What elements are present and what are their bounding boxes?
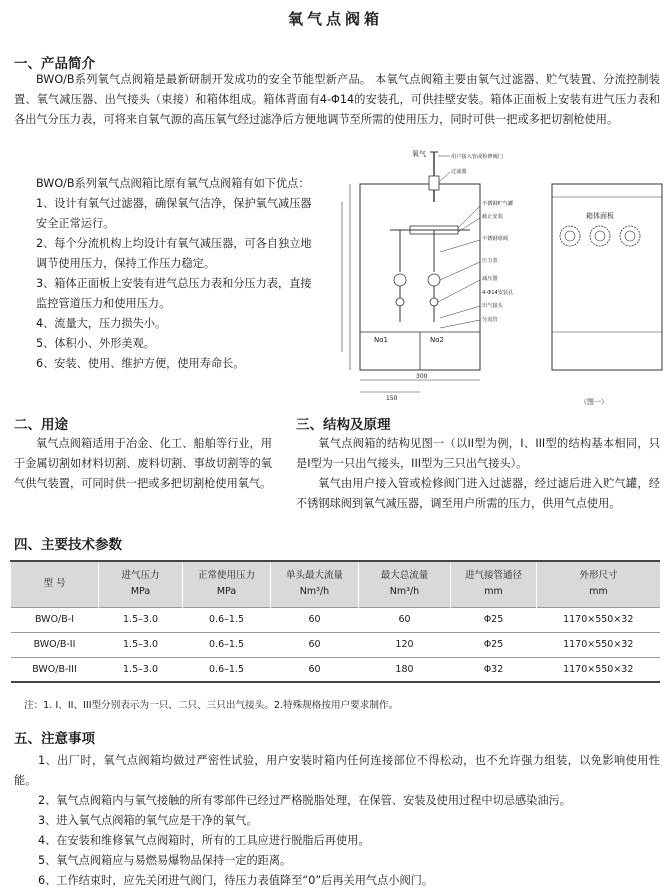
advantage-item: 6、安装、使用、维护方便，使用寿命长。 (36, 357, 245, 370)
outlet-label: No2 (430, 336, 444, 344)
section-heading-notes: 五、注意事项 (14, 731, 95, 747)
advantages-intro (14, 174, 318, 194)
advantages-intro-text: BWO/B系列氧气点阀箱比原有氧气点阀箱有如下优点： (36, 177, 310, 190)
dimension-label: 300 (416, 373, 428, 380)
gauge-icon (590, 226, 610, 246)
callout-label: 过滤器 (451, 169, 467, 175)
spec-note: 注：1. I、II、III型分别表示为一只、二只、三只出气接头。2.特殊规格按用户要求制作。 (24, 700, 399, 711)
pressure-gauge-icon (394, 274, 406, 286)
section-heading-specs: 四、主要技术参数 (14, 537, 122, 553)
note-item: 2、氧气点阀箱内与氧气接触的所有零部件已经过严格脱脂处理，在保管、安装及使用过程中切忌感染油污。 (38, 794, 571, 807)
callout-label: 不锈钢贮气罐 (482, 201, 514, 207)
filter-symbol (429, 176, 439, 190)
dimension-label: 150 (386, 395, 398, 402)
advantage-item: 4、流量大，压力损失小。 (36, 317, 167, 330)
spec-header-cell: 进气压力 MPa (99, 561, 183, 607)
callout-label: 4-Φ14安装孔 (482, 290, 514, 296)
note-item: 1、出厂时，氧气点阀箱均做过严密性试验，用户安装时箱内任何连接部位不得松动，也不允许强力组装，以免影响使用性能。 (14, 754, 660, 787)
oxygen-inlet-label: 氧气 (412, 150, 426, 158)
table-row (11, 632, 661, 657)
note-item: 6、工作结束时，应先关闭进气阀门，待压力表值降至“0”后再关用气点小阀门。 (38, 874, 434, 887)
table-row (11, 607, 661, 632)
usage-text: 氧气点阀箱适用于冶金、化工、船舶等行业，用于金属切割如材料切割、废料切割、事故切割等的氧气供气装置，可同时供一把或多把切割枪使用氧气。 (14, 437, 272, 490)
callout-label: 用户接入管或检修阀门 (451, 154, 503, 160)
regulator-icon (430, 298, 438, 306)
table-cell: BWO/B-III (11, 657, 99, 682)
table-cell: 1170×550×32 (537, 657, 661, 682)
table-cell: 1.5–3.0 (99, 657, 183, 682)
regulator-icon (396, 298, 404, 306)
figure-caption: （图一） (580, 398, 608, 406)
note-item: 4、在安装和维修氧气点阀箱时，所有的工具应进行脱脂后再使用。 (38, 834, 370, 847)
gauge-icon (620, 226, 640, 246)
section-heading-intro: 一、产品简介 (14, 56, 95, 72)
advantage-item: 5、体积小、外形美观。 (36, 337, 155, 350)
table-cell: Φ25 (451, 632, 537, 657)
usage-paragraph (14, 434, 272, 494)
table-cell: 0.6–1.5 (183, 657, 271, 682)
table-cell: BWO/B-II (11, 632, 99, 657)
table-cell: BWO/B-I (11, 607, 99, 632)
spec-table (10, 560, 660, 683)
spec-header-cell: 进气接管通径 mm (451, 561, 537, 607)
table-cell: 120 (359, 632, 451, 657)
page-title: 氧气点阀箱 (287, 10, 383, 28)
structure-paragraph-1: 氧气点阀箱的结构见图一（以II型为例，I、III型的结构基本相同，只是I型为一只出气接头，III型为三只出气接头）。 (296, 437, 660, 470)
table-cell: Φ25 (451, 607, 537, 632)
notes-list (14, 751, 660, 891)
section-heading-structure: 三、结构及原理 (296, 417, 391, 433)
panel-title: 箱体面板 (586, 212, 614, 220)
note-item: 5、氧气点阀箱应与易燃易爆物品保持一定的距离。 (38, 854, 292, 867)
table-cell: 60 (359, 607, 451, 632)
spec-header-cell: 单头最大流量 Nm³/h (271, 561, 359, 607)
table-cell: 1.5–3.0 (99, 607, 183, 632)
table-cell: 0.6–1.5 (183, 632, 271, 657)
table-cell: 1170×550×32 (537, 607, 661, 632)
table-cell: 0.6–1.5 (183, 607, 271, 632)
callout-label: 分流管 (482, 317, 498, 323)
table-cell: 1170×550×32 (537, 632, 661, 657)
structure-paragraph-2: 氧气由用户接入管或检修阀门进入过滤器，经过滤后进入贮气罐，经不锈钢球阀到氧气减压器，调至用户所需的压力，供用气点使用。 (296, 477, 660, 510)
product-intro-paragraph (14, 70, 660, 130)
advantage-item: 1、设计有氧气过滤器，确保氧气洁净，保护氧气减压器安全正常运行。 (36, 197, 312, 230)
structure-paragraphs (296, 434, 660, 514)
note-item: 3、进入氧气点阀箱的氧气应是干净的氧气。 (38, 814, 258, 827)
spec-header-cell: 型 号 (11, 561, 99, 607)
table-cell: 180 (359, 657, 451, 682)
advantage-item: 3、箱体正面板上安装有进气总压力表和分压力表，直接监控管道压力和使用压力。 (36, 277, 312, 310)
spec-table-header-row (11, 561, 661, 607)
table-cell: Φ32 (451, 657, 537, 682)
table-cell: 60 (271, 657, 359, 682)
panel-gauges (560, 226, 640, 246)
callout-label: 减压器 (482, 276, 498, 282)
gauge-icon (560, 226, 580, 246)
spec-header-cell: 外形尺寸 mm (537, 561, 661, 607)
table-cell: 1.5–3.0 (99, 632, 183, 657)
advantages-block (14, 174, 318, 374)
spec-header-cell: 正常使用压力 MPa (183, 561, 271, 607)
spec-header-cell: 最大总流量 Nm³/h (359, 561, 451, 607)
table-cell: 60 (271, 607, 359, 632)
advantage-item: 2、每个分流机构上均设计有氧气减压器，可各自独立地调节使用压力，保持工作压力稳定。 (36, 237, 312, 270)
pressure-gauge-icon (428, 274, 440, 286)
callout-label: 压力表 (482, 258, 498, 264)
table-row (11, 657, 661, 682)
outlet-label: No1 (374, 336, 388, 344)
section-heading-usage: 二、用途 (14, 417, 68, 433)
table-cell: 60 (271, 632, 359, 657)
callout-label: 不锈钢球阀 (482, 236, 508, 242)
structure-diagram (330, 142, 665, 412)
callout-label: 出气接头 (482, 303, 503, 309)
product-intro-text: BWO/B系列氧气点阀箱是最新研制开发成功的安全节能型新产品。 本氧气点阀箱主要由氧气过滤器、贮气装置、分流控制装置、氧气减压器、出气接头（束接）和箱体组成。箱体背面有4-Φ14的安装孔，可供挂壁安装。箱体正面板上安装有进气压力表和各出气分压力表，可将来自氧气源的高压氧气经过滤净后方便地调节至所需的使用压力，同时可供一把或多把切割枪使用。 (14, 73, 660, 126)
callout-label: 截止安装 (482, 214, 503, 220)
